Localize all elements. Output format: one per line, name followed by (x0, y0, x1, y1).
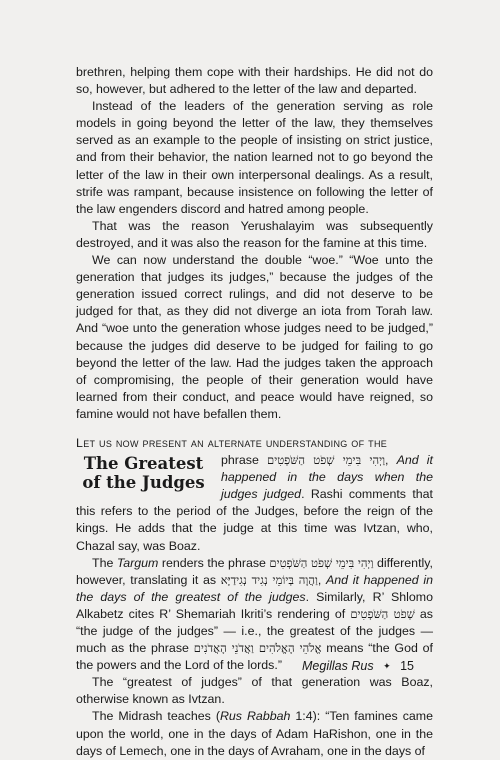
text-run: differently, however, translating it as (76, 555, 433, 587)
text-run: The Midrash teaches ( (92, 709, 220, 724)
side-heading (76, 454, 211, 492)
text-run: . Similarly, R’ Shlomo Alkabetz cites R’ Shemariah Ikriti’s rendering of (76, 589, 433, 621)
hebrew-text: וַהֲוָה בְּיוֹמֵי נְגִיד נְגִידַיָּא (220, 572, 318, 587)
main-text (76, 64, 433, 760)
italic-translation: And it happened in the days when the judges judged (221, 453, 433, 502)
side-heading-line: of the Judges (82, 473, 205, 493)
italic-title: Rus Rabbah (219, 709, 291, 724)
hebrew-text: וַיְהִי בִּימֵי שְׁפֹט הַשֹּׁפְטִים (267, 453, 386, 468)
paragraph (76, 555, 433, 675)
paragraph: We can now understand the double “woe.” “Woe unto the generation that judges its judges,” because the judges of the generation issued correct rulings, and did not deserve to be judged for that, as they did not diverge an iota from Torah law. And “woe unto the generation whose judges need to be judged,” because the judges did deserve to be judged for failing to go beyond the letter of the law. Had the judges taken the approach of compromising, the people of their generation would have learned from their conduct, and peace would have reigned, so famine would not have befallen them. (76, 253, 433, 421)
text-run: , (317, 572, 326, 587)
text-run: phrase (221, 453, 268, 468)
book-title: Megillas Rus (302, 659, 374, 673)
text-run: means “the God of the powers and the Lord of the lords.” (76, 641, 433, 673)
text-run: 1:4): “Ten famines came upon the world, one in the days of Adam HaRishon, one in the days of Lemech, one in the days of Avraham, one in the days of (76, 709, 433, 758)
hebrew-text: שְׁפֹט הַשֹּׁפְטִים (350, 606, 415, 621)
text-run: as “the judge of the judges” — i.e., the greatest of the judges — much as the phrase (76, 606, 433, 656)
text-run: . Rashi comments that this refers to the period of the Judges, before the reign of the kings. He adds that the judge at this time was Ivtzan, who, Chazal say, was Boaz. (76, 487, 433, 553)
hebrew-text: וַיְהִי בִּימֵי שְׁפֹט הַשֹּׁפְטִים (269, 555, 374, 570)
paragraph: brethren, helping them cope with their hardships. He did not do so, however, but adhered to the letter of the law and departed. (76, 65, 433, 97)
italic-title: Targum (116, 555, 159, 570)
section-opener (76, 435, 433, 452)
diamond-ornament-icon: ✦ (383, 661, 391, 671)
running-footer (302, 659, 414, 673)
side-heading-line: The Greatest (83, 454, 204, 474)
text-run: The (92, 555, 117, 570)
opener-small-caps: Let us now present an alternate understanding of the (76, 435, 388, 450)
paragraph (76, 708, 433, 759)
paragraph: The “greatest of judges” of that generation was Boaz, otherwise known as Ivtzan. (76, 675, 433, 707)
page-number: 15 (400, 659, 414, 673)
italic-translation: And it happened in the days of the greatest of the judges (76, 572, 434, 604)
section-break (76, 423, 433, 435)
paragraph: Instead of the leaders of the generation serving as role models in going beyond the letter of the law, they themselves served as an example to the people of insisting on strict justice, and from their behavior, the nation learned not to go beyond the letter of the law in their own interpersonal dealings. As a result, strife was rampant, because insistence on following the letter of the law engenders discord and hatred among people. (76, 99, 433, 216)
text-run: renders the phrase (158, 555, 270, 570)
hebrew-text: אֱלֹהֵי הָאֱלֹהִים וַאֲדֹנֵי הָאֲדֹנִים (193, 641, 322, 656)
paragraph: That was the reason Yerushalayim was subsequently destroyed, and it was also the reason for the famine at this time. (76, 218, 433, 250)
text-run: , (385, 453, 397, 468)
